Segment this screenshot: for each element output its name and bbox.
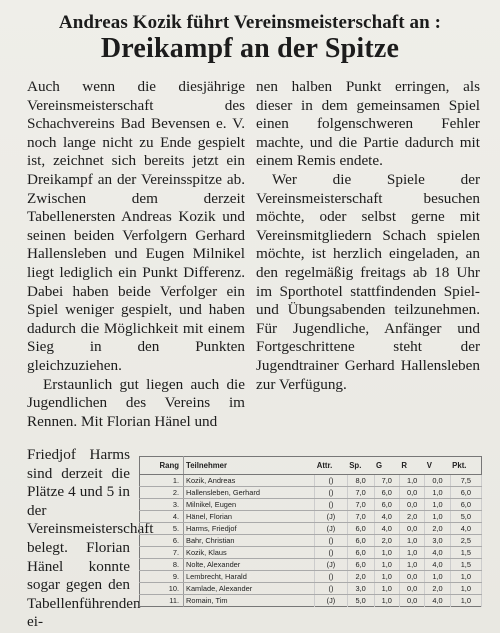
- cell-teilnehmer: Kozik, Klaus: [184, 547, 315, 559]
- cell-teilnehmer: Kozik, Andreas: [184, 475, 315, 487]
- cell-attr: (): [315, 535, 348, 547]
- cell-attr: (J): [315, 523, 348, 535]
- cell-rang: 11.: [140, 595, 184, 607]
- table-row: [140, 535, 482, 547]
- cell-r: 0,0: [399, 595, 424, 607]
- cell-v: 0,0: [425, 475, 450, 487]
- cell-teilnehmer: Hallensleben, Gerhard: [184, 487, 315, 499]
- standings-table: [139, 456, 482, 607]
- cell-pkt: 1,5: [450, 559, 481, 571]
- cell-pkt: 6,0: [450, 487, 481, 499]
- cell-v: 4,0: [425, 547, 450, 559]
- cell-r: 2,0: [399, 511, 424, 523]
- cell-pkt: 6,0: [450, 499, 481, 511]
- cell-teilnehmer: Lembrecht, Harald: [184, 571, 315, 583]
- article-paragraph: Auch wenn die diesjährige Vereinsmeisterschaft des Schachvereins Bad Bevensen e. V. noch lange nicht zu Ende gespielt ist, zeichnet sich bereits jetzt ein Dreikampf an der Vereinsspitze ab. Zwischen dem derzeit Tabellenersten Andreas Kozik und seinen beiden Verfolgern Gerhard Hallensleben und Eugen Milnikel liegt lediglich ein Punkt Differenz. Dabei haben beide Verfolger ein Spiel weniger gespielt, und haben dadurch die Möglichkeit mit einem Sieg in den Punkten gleichzuziehen.: [27, 78, 245, 374]
- col-header-g: G: [374, 457, 399, 475]
- table-row: [140, 487, 482, 499]
- cell-r: 0,0: [399, 571, 424, 583]
- cell-r: 0,0: [399, 583, 424, 595]
- cell-sp: 8,0: [347, 475, 374, 487]
- cell-rang: 9.: [140, 571, 184, 583]
- cell-g: 7,0: [374, 475, 399, 487]
- cell-g: 1,0: [374, 571, 399, 583]
- cell-r: 1,0: [399, 559, 424, 571]
- cell-v: 4,0: [425, 595, 450, 607]
- cell-g: 1,0: [374, 583, 399, 595]
- cell-sp: 2,0: [347, 571, 374, 583]
- cell-attr: (): [315, 487, 348, 499]
- cell-sp: 7,0: [347, 487, 374, 499]
- cell-rang: 4.: [140, 511, 184, 523]
- cell-sp: 6,0: [347, 535, 374, 547]
- cell-attr: (J): [315, 511, 348, 523]
- cell-attr: (): [315, 571, 348, 583]
- cell-sp: 7,0: [347, 511, 374, 523]
- article-paragraph: Friedjof Harms sind derzeit die Plätze 4 und 5 in der Vereinsmeisterschaft belegt. Florian Hänel konnte sogar gegen den Tabellenführenden ei-: [27, 446, 154, 631]
- cell-sp: 6,0: [347, 559, 374, 571]
- cell-v: 2,0: [425, 523, 450, 535]
- cell-sp: 3,0: [347, 583, 374, 595]
- col-header-sp: Sp.: [347, 457, 374, 475]
- col-header-pkt: Pkt.: [450, 457, 481, 475]
- cell-sp: 6,0: [347, 547, 374, 559]
- table-row: [140, 499, 482, 511]
- cell-attr: (): [315, 499, 348, 511]
- col-header-attr: Attr.: [315, 457, 348, 475]
- table-row: [140, 547, 482, 559]
- cell-teilnehmer: Kamlade, Alexander: [184, 583, 315, 595]
- col-header-rang: Rang: [140, 457, 184, 475]
- article-paragraph: nen halben Punkt erringen, als dieser in dem gemeinsamen Spiel einen folgenschweren Fehler machte, und die Partie dadurch mit einem Remis endete.: [256, 78, 480, 170]
- cell-attr: (): [315, 475, 348, 487]
- col-header-r: R: [399, 457, 424, 475]
- table-row: [140, 595, 482, 607]
- cell-g: 6,0: [374, 499, 399, 511]
- cell-v: 1,0: [425, 511, 450, 523]
- cell-sp: 5,0: [347, 595, 374, 607]
- cell-pkt: 4,0: [450, 523, 481, 535]
- article-paragraph: Erstaunlich gut liegen auch die Jugendlichen des Vereins im Rennen. Mit Florian Hänel und: [27, 375, 245, 430]
- cell-g: 2,0: [374, 535, 399, 547]
- cell-r: 1,0: [399, 535, 424, 547]
- cell-pkt: 1,0: [450, 583, 481, 595]
- table-row: [140, 511, 482, 523]
- table-row: [140, 559, 482, 571]
- table-row: [140, 523, 482, 535]
- cell-g: 1,0: [374, 547, 399, 559]
- cell-v: 1,0: [425, 487, 450, 499]
- cell-sp: 6,0: [347, 523, 374, 535]
- cell-g: 6,0: [374, 487, 399, 499]
- cell-pkt: 5,0: [450, 511, 481, 523]
- cell-rang: 8.: [140, 559, 184, 571]
- table-row: [140, 475, 482, 487]
- cell-r: 0,0: [399, 523, 424, 535]
- cell-attr: (J): [315, 559, 348, 571]
- cell-rang: 3.: [140, 499, 184, 511]
- cell-r: 0,0: [399, 499, 424, 511]
- cell-r: 1,0: [399, 547, 424, 559]
- cell-teilnehmer: Romain, Tim: [184, 595, 315, 607]
- cell-teilnehmer: Hänel, Florian: [184, 511, 315, 523]
- cell-attr: (): [315, 583, 348, 595]
- cell-rang: 1.: [140, 475, 184, 487]
- cell-rang: 7.: [140, 547, 184, 559]
- article-headline: Dreikampf an der Spitze: [100, 33, 400, 64]
- cell-rang: 2.: [140, 487, 184, 499]
- cell-pkt: 1,5: [450, 547, 481, 559]
- article-column-left: [27, 78, 245, 431]
- cell-pkt: 1,0: [450, 595, 481, 607]
- col-header-v: V: [425, 457, 450, 475]
- cell-r: 1,0: [399, 475, 424, 487]
- cell-pkt: 1,0: [450, 571, 481, 583]
- article-paragraph: Wer die Spiele der Vereinsmeisterschaft besuchen möchte, oder selbst gerne mit Vereinsmitgliedern Schach spielen möchte, ist herzlich eingeladen, an den regelmäßig freitags ab 18 Uhr im Sporthotel stattfindenden Spiel- und Übungsabenden teilzunehmen. Für Jugendliche, Anfänger und Fortgeschrittene steht der Jugendtrainer Gerhard Hallensleben zur Verfügung.: [256, 170, 480, 393]
- cell-g: 1,0: [374, 595, 399, 607]
- article-kicker: Andreas Kozik führt Vereinsmeisterschaft an :: [58, 12, 442, 33]
- cell-v: 2,0: [425, 583, 450, 595]
- cell-pkt: 7,5: [450, 475, 481, 487]
- cell-teilnehmer: Harms, Friedjof: [184, 523, 315, 535]
- cell-rang: 6.: [140, 535, 184, 547]
- cell-v: 3,0: [425, 535, 450, 547]
- cell-g: 4,0: [374, 511, 399, 523]
- cell-v: 1,0: [425, 499, 450, 511]
- cell-teilnehmer: Bahr, Christian: [184, 535, 315, 547]
- table-row: [140, 583, 482, 595]
- cell-teilnehmer: Nolte, Alexander: [184, 559, 315, 571]
- cell-rang: 5.: [140, 523, 184, 535]
- cell-teilnehmer: Milnikel, Eugen: [184, 499, 315, 511]
- cell-v: 1,0: [425, 571, 450, 583]
- cell-sp: 7,0: [347, 499, 374, 511]
- cell-v: 4,0: [425, 559, 450, 571]
- cell-attr: (): [315, 547, 348, 559]
- cell-rang: 10.: [140, 583, 184, 595]
- cell-pkt: 2,5: [450, 535, 481, 547]
- col-header-teilnehmer: Teilnehmer: [184, 457, 315, 475]
- cell-g: 4,0: [374, 523, 399, 535]
- article-column-left-narrow: [27, 446, 154, 632]
- article-column-right: [256, 78, 480, 394]
- cell-r: 0,0: [399, 487, 424, 499]
- table-header-row: [140, 457, 482, 475]
- cell-g: 1,0: [374, 559, 399, 571]
- cell-attr: (J): [315, 595, 348, 607]
- standings-table-body: [140, 475, 482, 607]
- table-row: [140, 571, 482, 583]
